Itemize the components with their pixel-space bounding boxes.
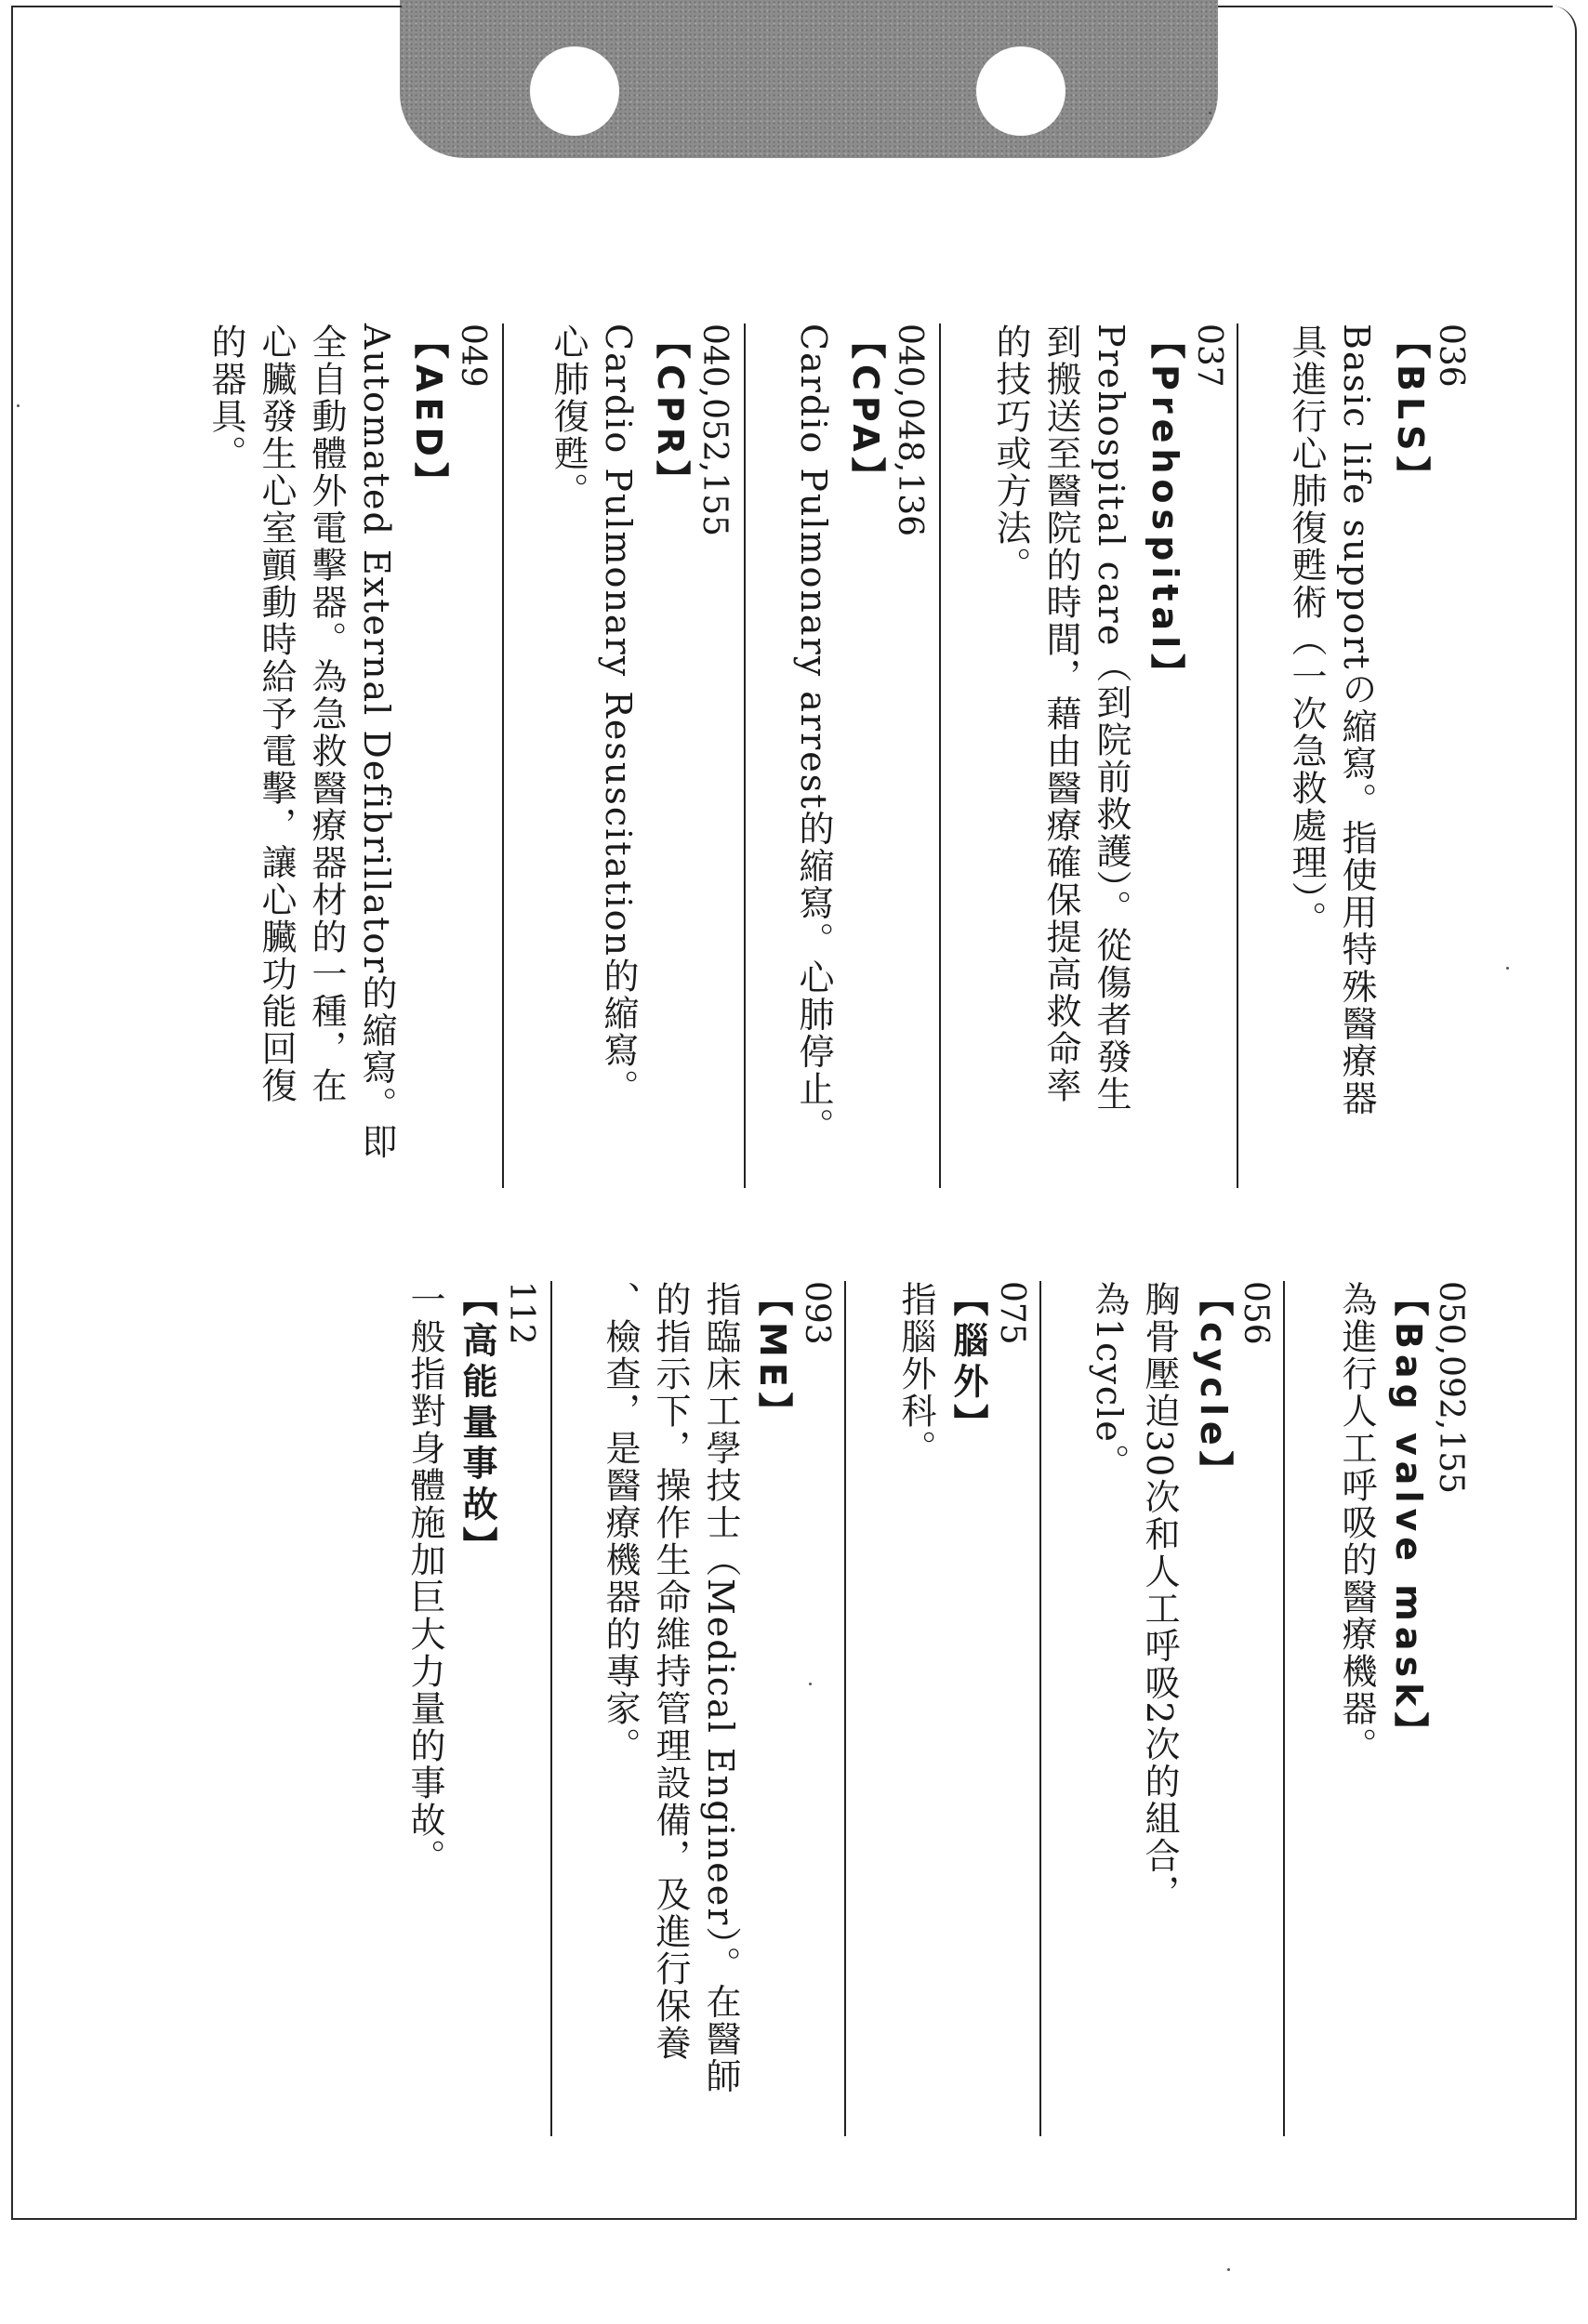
scan-speck xyxy=(1506,967,1509,970)
board-edge xyxy=(11,6,402,7)
definition-line: 心肺復甦。 xyxy=(548,324,589,509)
entry-divider xyxy=(939,324,941,1188)
ref-pages-bls: 036 xyxy=(1432,324,1470,388)
definition-line: 到搬送至醫院的時間，藉由醫療確保提高救命率 xyxy=(1040,324,1081,1104)
term-me: 【ME】 xyxy=(752,1281,793,1433)
ref-pages-cpa: 040,048,136 xyxy=(891,324,929,537)
definition-line: 指臨床工學技士（Medical Engineer）。在醫師 xyxy=(700,1281,741,2095)
definition-line: 具進行心肺復甦術（一次急救處理）。 xyxy=(1286,324,1327,938)
term-bls: 【BLS】 xyxy=(1390,324,1431,497)
scan-speck xyxy=(809,1683,812,1685)
term-prehospital: 【Prehospital】 xyxy=(1145,324,1185,695)
definition-line: 胸骨壓迫30次和人工呼吸2次的組合， xyxy=(1139,1281,1180,1912)
term-neurosurgery: 【腦外】 xyxy=(947,1281,988,1445)
definition-line: 的指示下，操作生命維持管理設備，及進行保養 xyxy=(650,1281,691,2062)
entry-divider xyxy=(502,324,504,1188)
ref-pages-cycle: 056 xyxy=(1237,1281,1275,1345)
term-aed: 【AED】 xyxy=(408,324,449,503)
definition-line: 為1cycle。 xyxy=(1089,1281,1130,1481)
ref-pages-bag-valve-mask: 050,092,155 xyxy=(1432,1281,1470,1495)
definition-line: 指腦外科。 xyxy=(895,1281,936,1467)
definition-line: Automated External Defibrillator的縮寫。即 xyxy=(356,324,397,1161)
definition-line: Basic life supportの縮寫。指使用特殊醫療器 xyxy=(1336,324,1377,1117)
ref-pages-prehospital: 037 xyxy=(1190,324,1228,388)
ref-pages-me: 093 xyxy=(798,1281,836,1345)
definition-line: Cardio Pulmonary Resuscitation的縮寫。 xyxy=(598,324,639,1106)
entry-divider xyxy=(844,1281,846,2136)
term-cpr: 【CPR】 xyxy=(650,324,691,501)
term-cpa: 【CPA】 xyxy=(845,324,886,498)
term-cycle: 【cycle】 xyxy=(1193,1281,1234,1492)
entry-divider xyxy=(744,324,746,1188)
term-bag-valve-mask: 【Bag valve mask】 xyxy=(1388,1281,1429,1753)
ref-pages-aed: 049 xyxy=(454,324,492,388)
definition-line: 、檢查，是醫療機器的專家。 xyxy=(600,1281,641,1764)
scan-speck xyxy=(1209,112,1211,114)
scan-speck xyxy=(1227,2268,1230,2271)
definition-line: Cardio Pulmonary arrest的縮寫。心肺停止。 xyxy=(793,324,834,1145)
ref-pages-high-energy-accident: 112 xyxy=(502,1281,540,1345)
ref-pages-neurosurgery: 075 xyxy=(993,1281,1031,1345)
definition-line: 心臟發生心室顫動時給予電擊，讓心臟功能回復 xyxy=(256,324,297,1104)
ref-pages-cpr: 040,052,155 xyxy=(695,324,734,537)
definition-line: 一般指對身體施加巨大力量的事故。 xyxy=(404,1281,445,1876)
definition-line: 的技巧或方法。 xyxy=(990,324,1031,584)
definition-line: 的器具。 xyxy=(205,324,246,472)
entry-divider xyxy=(1039,1281,1041,2136)
entry-divider xyxy=(550,1281,552,2136)
entry-divider xyxy=(1237,324,1238,1188)
scan-speck xyxy=(17,404,20,407)
term-high-energy-accident: 【高能量事故】 xyxy=(457,1281,497,1567)
definition-line: 為進行人工呼吸的醫療機器。 xyxy=(1336,1281,1377,1764)
definition-line: Prehospital care（到院前救護）。從傷者發生 xyxy=(1091,324,1131,1114)
definition-line: 全自動體外電擊器。為急救醫療器材的一種，在 xyxy=(306,324,347,1104)
board-edge xyxy=(1218,6,1553,7)
entry-divider xyxy=(1283,1281,1285,2136)
